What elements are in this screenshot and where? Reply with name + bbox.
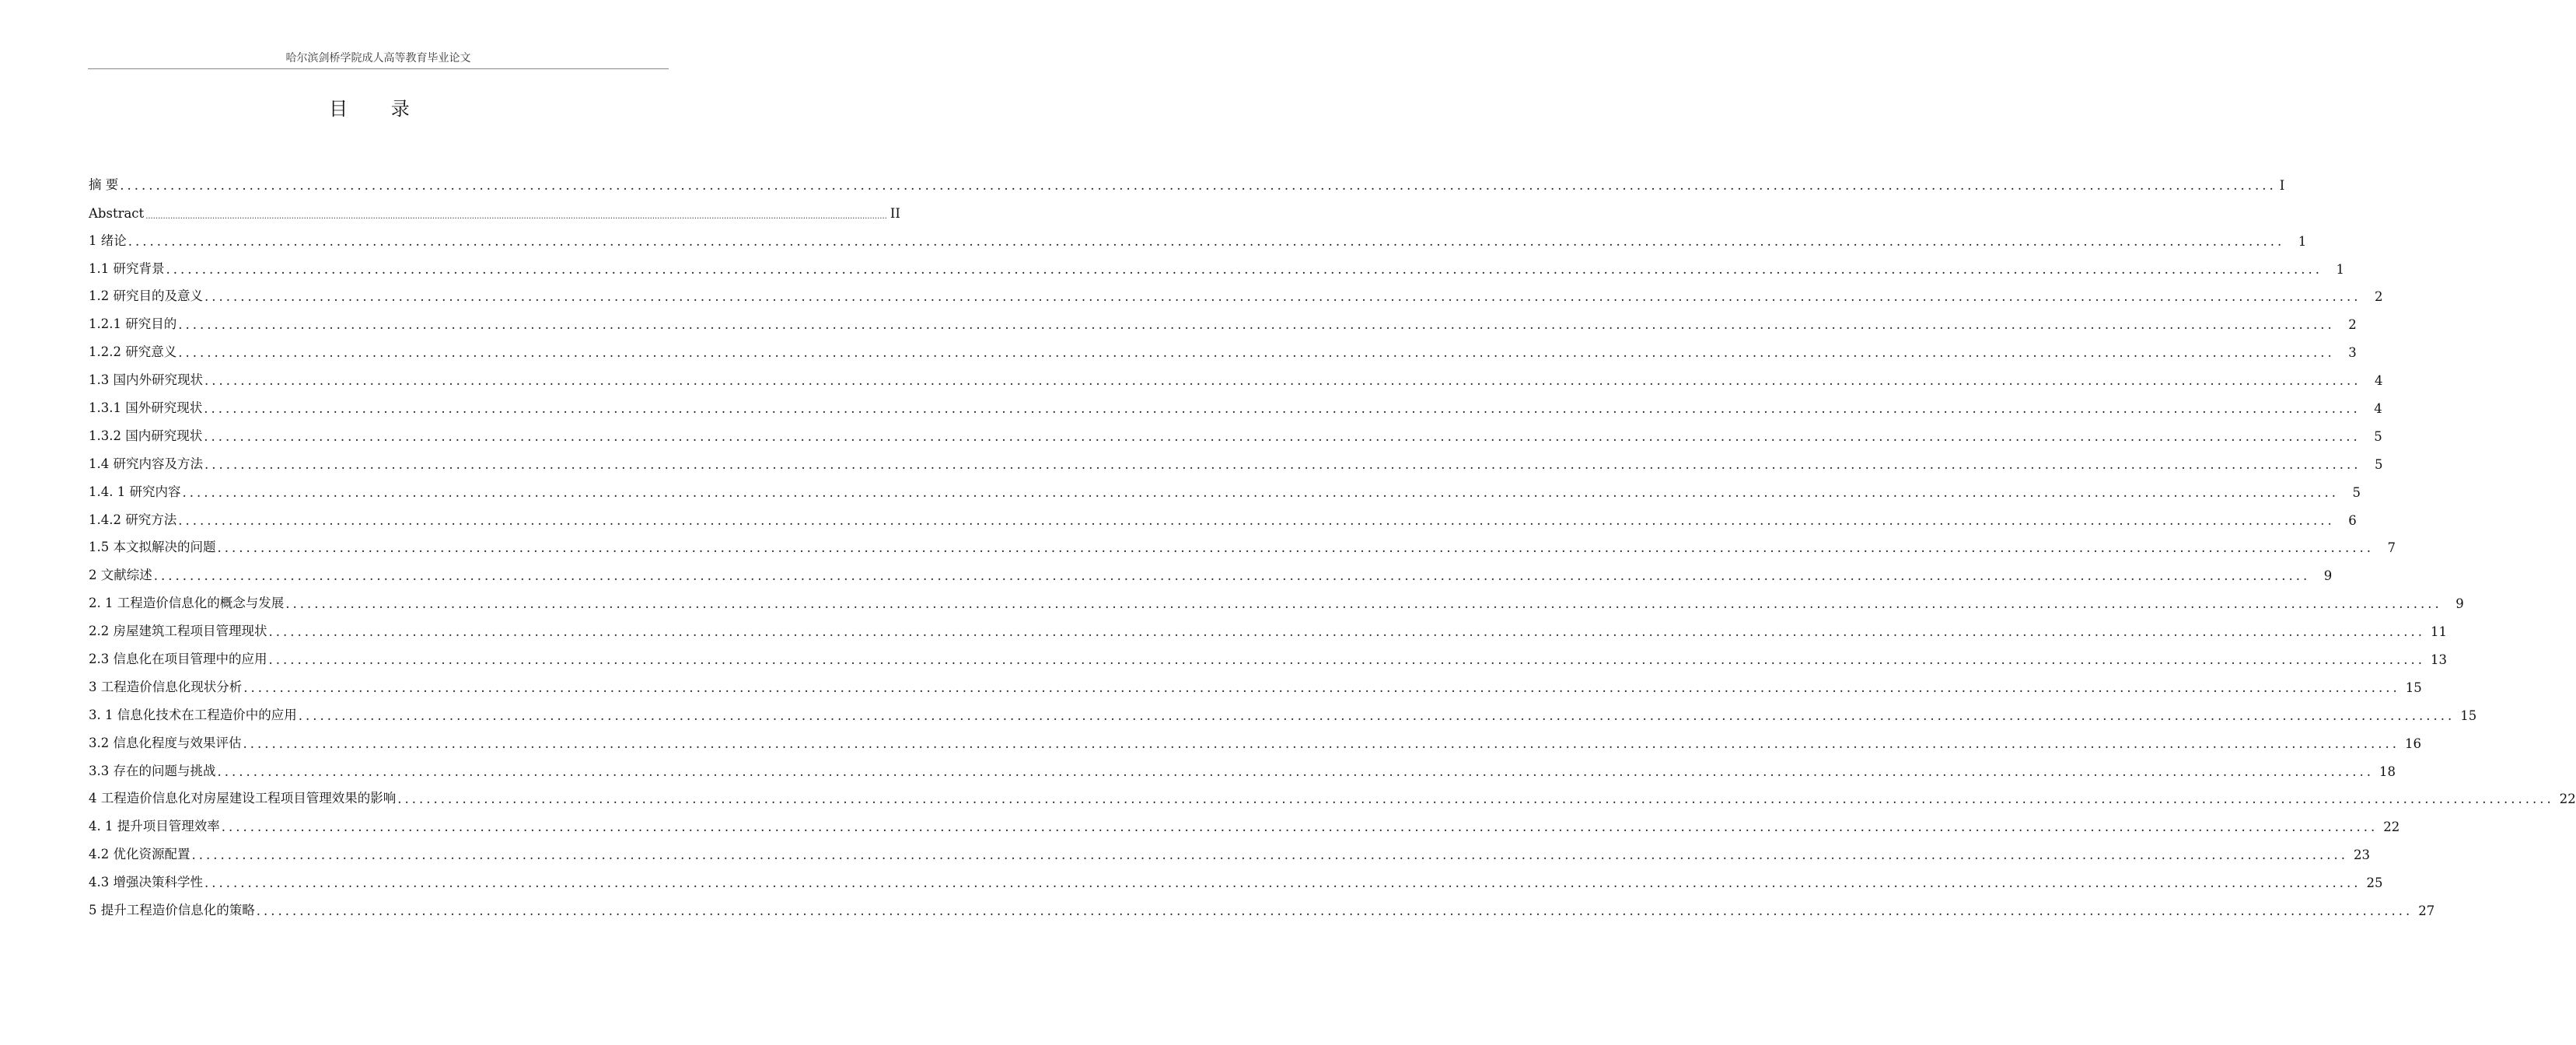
toc-entry[interactable]: [89, 751, 2396, 779]
toc-label: 4. 1 提升项目管理效率: [89, 819, 220, 834]
toc-leader: ............................................................................................................................................................................................................................................................................................................: [153, 568, 2311, 584]
toc-leader: ............................................................................................................................................................................................................................................................................................................: [397, 792, 2554, 807]
toc-leader: ............................................................................................................................................................................................................................................................................................................: [204, 373, 2361, 389]
toc-leader: ............................................................................................................................................................................................................................................................................................................: [120, 177, 2277, 193]
toc-entry[interactable]: [89, 862, 2383, 891]
toc-leader: ............................................................................................................................................................................................................................................................................................................: [217, 540, 2374, 556]
toc-leader: ............................................................................................................................................................................................................................................................................................................: [285, 596, 2442, 612]
toc-leader: ............................................................................................................................................................................................................................................................................................................: [178, 512, 2335, 528]
toc-leader: ............................................................................................................................................................................................................................................................................................................: [191, 848, 2348, 863]
toc-label: 1.4. 1 研究内容: [89, 484, 181, 499]
toc-page: 6: [2348, 512, 2357, 528]
toc-entry[interactable]: [89, 834, 2370, 863]
toc-label: 2.3 信息化在项目管理中的应用: [89, 652, 267, 667]
toc-entry[interactable]: [89, 779, 2576, 807]
toc-label: 1 绪论: [89, 232, 127, 248]
toc-label: 1.3.1 国外研究现状: [89, 400, 203, 416]
header-rule: [88, 68, 669, 69]
toc-entry[interactable]: [89, 806, 2400, 835]
toc-leader: ............................................................................................................................................................................................................................................................................................................: [178, 345, 2335, 361]
toc-entry[interactable]: [89, 332, 2357, 361]
toc-label: 1.3 国内外研究现状: [89, 372, 203, 388]
toc-entry[interactable]: [89, 611, 2447, 640]
toc-label: 摘 要: [89, 176, 119, 192]
toc-label: 1.2.1 研究目的: [89, 316, 177, 332]
toc-leader: ............................................................................................................................................................................................................................................................................................................: [298, 708, 2455, 723]
toc-label: 1.3.2 国内研究现状: [89, 428, 203, 443]
toc-entry[interactable]: [89, 277, 2383, 305]
toc-label: 2. 1 工程造价信息化的概念与发展: [89, 596, 285, 611]
toc-page: 15: [2460, 708, 2477, 723]
toc-entry[interactable]: [89, 639, 2447, 668]
toc-label: 1.1 研究背景: [89, 260, 165, 276]
toc-page: II: [890, 205, 900, 221]
toc-entry[interactable]: [89, 890, 2435, 919]
toc-leader: ............................................................................................................................................................................................................................................................................................................: [268, 624, 2425, 640]
toc-leader: ............................................................................................................................................................................................................................................................................................................: [182, 484, 2339, 500]
toc-entry[interactable]: [89, 304, 2357, 333]
toc-entry[interactable]: [89, 500, 2357, 528]
toc-entry[interactable]: [89, 360, 2383, 389]
toc-label: 3. 1 信息化技术在工程造价中的应用: [89, 707, 297, 722]
toc-page: 11: [2430, 624, 2447, 640]
toc-entry[interactable]: [89, 416, 2382, 444]
toc-leader: ............................................................................................................................................................................................................................................................................................................: [243, 680, 2400, 695]
toc-leader: ............................................................................................................................................................................................................................................................................................................: [221, 820, 2379, 835]
toc-page: 4: [2374, 373, 2383, 389]
toc-label: 3 工程造价信息化现状分析: [89, 679, 243, 694]
toc-label: 3.2 信息化程度与效果评估: [89, 735, 242, 750]
toc-entry[interactable]: [89, 249, 2344, 277]
toc-leader: ............................................................................................................................................................................................................................................................................................................: [178, 317, 2335, 333]
toc-label: 2.2 房屋建筑工程项目管理现状: [89, 624, 267, 639]
running-header: 哈尔滨剑桥学院成人高等教育毕业论文: [285, 52, 471, 65]
toc-entry[interactable]: [89, 695, 2477, 723]
toc-leader: ............................................................................................................................................................................................................................................................................................................: [128, 233, 2285, 249]
toc-entry[interactable]: [89, 221, 2307, 249]
toc-label: 3.3 存在的问题与挑战: [89, 763, 216, 778]
toc-label: 2 文献综述: [89, 568, 152, 583]
toc-label: 1.2.2 研究意义: [89, 344, 177, 360]
toc-entry[interactable]: [89, 583, 2464, 612]
toc-page: 25: [2366, 875, 2383, 891]
toc-leader: ............................................................................................................................................................................................................................................................................................................: [268, 652, 2425, 668]
toc-leader: ............................................................................................................................................................................................................................................................................................................: [145, 211, 887, 221]
toc-entry[interactable]: [89, 165, 2285, 193]
toc-page: 5: [2374, 428, 2382, 444]
toc-entry[interactable]: [89, 444, 2383, 472]
toc-page: 18: [2379, 764, 2396, 779]
toc-entry[interactable]: [89, 528, 2396, 556]
toc-label: 1.5 本文拟解决的问题: [89, 540, 216, 555]
toc-entry[interactable]: [89, 193, 900, 221]
page-title: 目 录: [329, 98, 428, 120]
toc-leader: ............................................................................................................................................................................................................................................................................................................: [204, 456, 2361, 472]
toc-entry[interactable]: [89, 388, 2382, 417]
toc-page: 5: [2374, 456, 2383, 472]
toc-label: 4.2 优化资源配置: [89, 847, 190, 862]
toc-label: 4.3 增强决策科学性: [89, 875, 203, 890]
toc-entry[interactable]: [89, 667, 2422, 695]
toc-entry[interactable]: [89, 555, 2333, 584]
toc-page: 1: [2298, 233, 2307, 249]
toc-leader: ............................................................................................................................................................................................................................................................................................................: [204, 289, 2361, 305]
toc-entry[interactable]: [89, 723, 2421, 751]
toc-page: 2: [2374, 289, 2383, 305]
toc-page: 3: [2348, 345, 2357, 361]
toc-page: 22: [2383, 820, 2400, 835]
toc-page: 4: [2374, 401, 2382, 417]
toc-leader: ............................................................................................................................................................................................................................................................................................................: [256, 903, 2413, 919]
toc-leader: ............................................................................................................................................................................................................................................................................................................: [217, 764, 2374, 779]
toc-page: 5: [2352, 484, 2361, 500]
toc-page: 9: [2323, 568, 2333, 584]
toc-label: 4 工程造价信息化对房屋建设工程项目管理效果的影响: [89, 791, 397, 806]
toc-leader: ............................................................................................................................................................................................................................................................................................................: [204, 428, 2361, 444]
toc-entry[interactable]: [89, 472, 2361, 500]
toc-page: 13: [2430, 652, 2447, 668]
toc-leader: ............................................................................................................................................................................................................................................................................................................: [204, 401, 2361, 417]
toc-page: 22: [2559, 792, 2576, 807]
toc-page: 7: [2387, 540, 2396, 556]
toc-page: 9: [2455, 596, 2464, 612]
toc-page: 27: [2418, 903, 2435, 919]
toc-label: Abstract: [89, 205, 145, 221]
toc-leader: ............................................................................................................................................................................................................................................................................................................: [204, 875, 2361, 891]
toc-page: 2: [2348, 317, 2357, 333]
toc-label: 1.4 研究内容及方法: [89, 456, 203, 471]
toc-page: 16: [2404, 736, 2421, 751]
toc-page: 15: [2405, 680, 2422, 695]
toc-leader: ............................................................................................................................................................................................................................................................................................................: [166, 261, 2323, 277]
toc-page: I: [2279, 177, 2285, 193]
table-of-contents: [89, 165, 2576, 919]
toc-label: 5 提升工程造价信息化的策略: [89, 903, 255, 918]
toc-label: 1.4.2 研究方法: [89, 512, 177, 527]
toc-leader: ............................................................................................................................................................................................................................................................................................................: [243, 736, 2399, 751]
toc-page: 23: [2353, 848, 2370, 863]
toc-page: 1: [2336, 261, 2344, 277]
toc-label: 1.2 研究目的及意义: [89, 288, 203, 304]
